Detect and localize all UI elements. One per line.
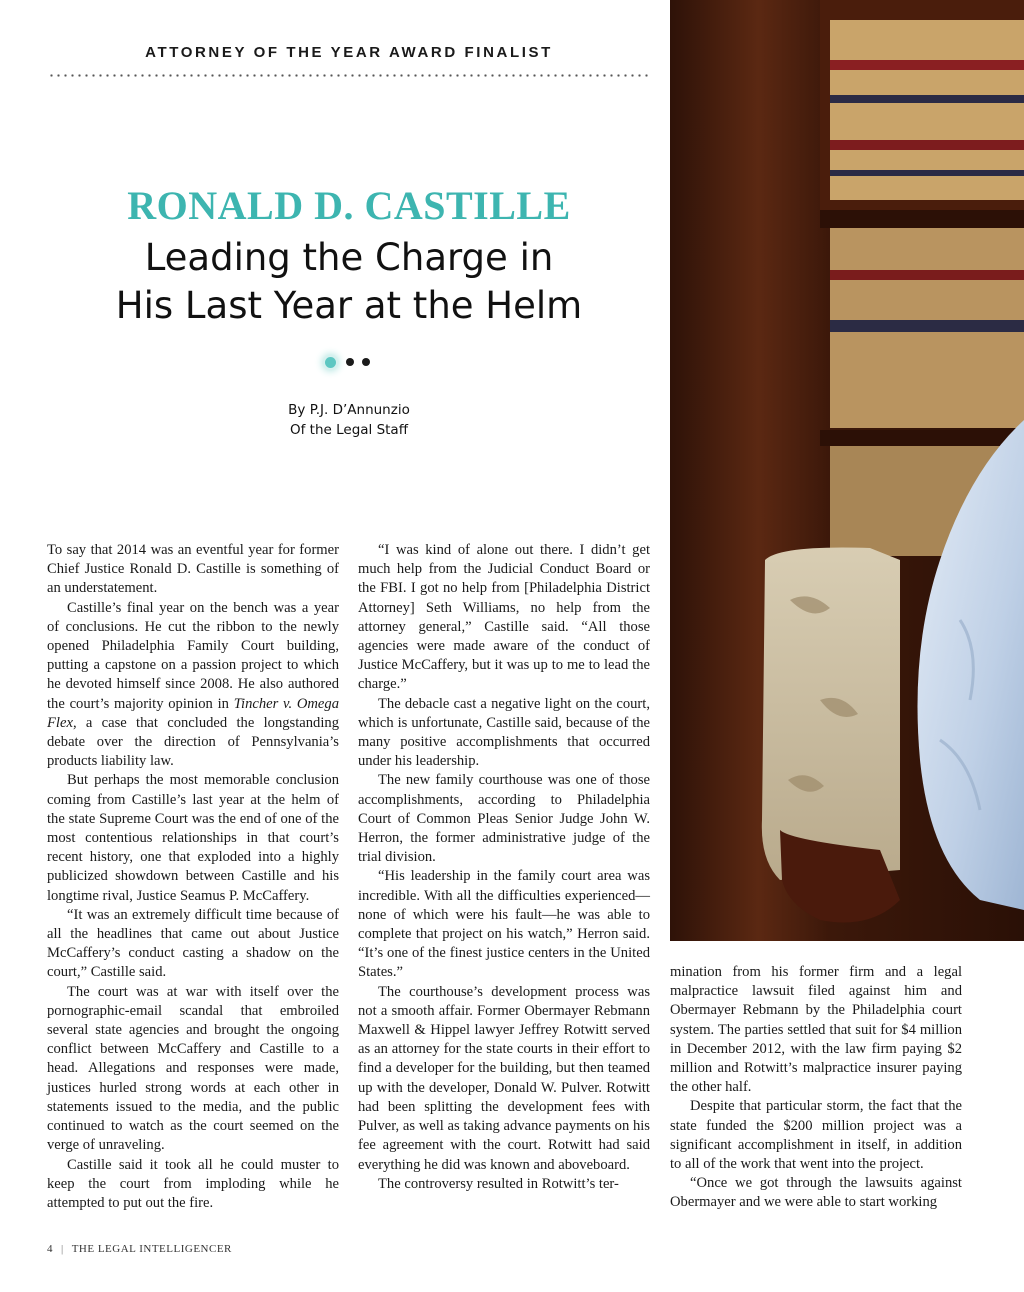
paragraph: “His leadership in the family court area was incredible. With all the difficulties experienced—none of which were his fault—he was able to complete that project on his watch,” Herron said. “It’s one of the finest justice centers in the United States.” xyxy=(358,868,650,981)
dotted-rule xyxy=(48,74,652,77)
byline xyxy=(48,400,650,440)
page-footer xyxy=(47,1243,232,1255)
ornament-dots xyxy=(322,355,382,371)
byline-author: By P.J. D’Annunzio xyxy=(288,402,410,418)
byline-staff: Of the Legal Staff xyxy=(289,422,409,438)
article-column-1 xyxy=(47,541,339,1213)
paragraph: mination from his former firm and a legal malpractice lawsuit filed against him and Obermayer Rebmann by the Philadelphia court system. The parties settled that suit for $4 million in December 2012, with the law firm paying $2 million and Rotwitt’s malpractice insurer paying the other half. xyxy=(670,964,962,1096)
article-headline xyxy=(48,234,650,330)
paragraph: Castille’s final year on the bench was a year of conclusions. He cut the ribbon to the newly opened Philadelphia Family Court building, putting a capstone on a passion project to which he devoted himself since 2008. He also authored the court’s majority opinion in Tincher v. Omega Flex, a case that concluded the longstanding debate over the direction of Pennsylvania’s products liability law. xyxy=(47,599,339,770)
paragraph: “I was kind of alone out there. I didn’t get much help from the Judicial Conduct Board or the FBI. I got no help from [Philadelphia District Attorney] Seth Williams, no help from the attorney general,” Castille said. “All those agencies were made aware of the conduct of Justice McCaffery, but it was up to me to lead the charge.” xyxy=(358,542,650,693)
page-number: 4 xyxy=(47,1243,53,1255)
headline-line-2: His Last Year at the Helm xyxy=(115,284,583,327)
teal-dot-icon xyxy=(325,357,336,368)
paragraph: The debacle cast a negative light on the court, which is unfortunate, Castille said, because of the many positive accomplishments that occurred under his leadership. xyxy=(358,695,650,770)
photo-illustration xyxy=(670,0,1024,941)
paragraph: “Once we got through the lawsuits against Obermayer and we were able to start working xyxy=(670,1175,962,1211)
black-dot-icon xyxy=(346,358,354,366)
paragraph: The new family courthouse was one of those accomplishments, according to Philadelphia Court of Common Pleas Senior Judge John W. Herron, the former administrative judge of the trial division. xyxy=(358,772,650,866)
headline-line-1: Leading the Charge in xyxy=(144,236,554,279)
article-column-2 xyxy=(358,541,650,1194)
footer-separator: | xyxy=(61,1243,64,1255)
case-name: Tincher v. Omega Flex xyxy=(47,695,339,731)
paragraph: To say that 2014 was an eventful year for former Chief Justice Ronald D. Castille is something of an understatement. xyxy=(47,542,339,597)
publication-name: THE LEGAL INTELLIGENCER xyxy=(71,1243,232,1255)
paragraph: “It was an extremely difficult time because of all the headlines that came out about Justice McCaffery’s conduct casting a shadow on the court,” Castille said. xyxy=(47,906,339,981)
article-name-title: RONALD D. CASTILLE xyxy=(127,183,571,228)
paragraph: The court was at war with itself over the pornographic-email scandal that embroiled several state agencies and brought the ongoing conflict between McCaffery and Castille to a head. Allegations and responses were made, justices hurled strong words at each other in statements issued to the media, and the public continued to watch as the court seemed on the verge of unraveling. xyxy=(47,983,339,1154)
portrait-photo xyxy=(670,0,1024,941)
article-column-3 xyxy=(670,963,962,1213)
paragraph: The controversy resulted in Rotwitt’s ter- xyxy=(378,1175,619,1192)
black-dot-icon xyxy=(362,358,370,366)
section-kicker: ATTORNEY OF THE YEAR AWARD FINALIST xyxy=(145,44,553,61)
paragraph: But perhaps the most memorable conclusion coming from Castille’s last year at the helm of the state Supreme Court was the end of one of the most contentious relationships in that court’s recent history, one that exploded into a highly publicized showdown between Castille and his longtime rival, Justice Seamus P. McCaffery. xyxy=(47,772,339,904)
paragraph: Castille said it took all he could muster to keep the court from imploding while he attempted to put out the fire. xyxy=(47,1156,339,1211)
paragraph: Despite that particular storm, the fact that the state funded the $200 million project was a significant accomplishment in itself, in addition to all of the work that went into the project. xyxy=(670,1098,962,1173)
paragraph: The courthouse’s development process was not a smooth affair. Former Obermayer Rebmann Maxwell & Hippel lawyer Jeffrey Rotwitt served as an attorney for the state courts in their effort to find a developer for the building, but then teamed up with the developer, Donald W. Pulver. Rotwitt had been splitting the development fees with Pulver, as well as taking advance payments on his fee agreement with the court. Rotwitt had said everything he did was known and aboveboard. xyxy=(358,983,650,1173)
